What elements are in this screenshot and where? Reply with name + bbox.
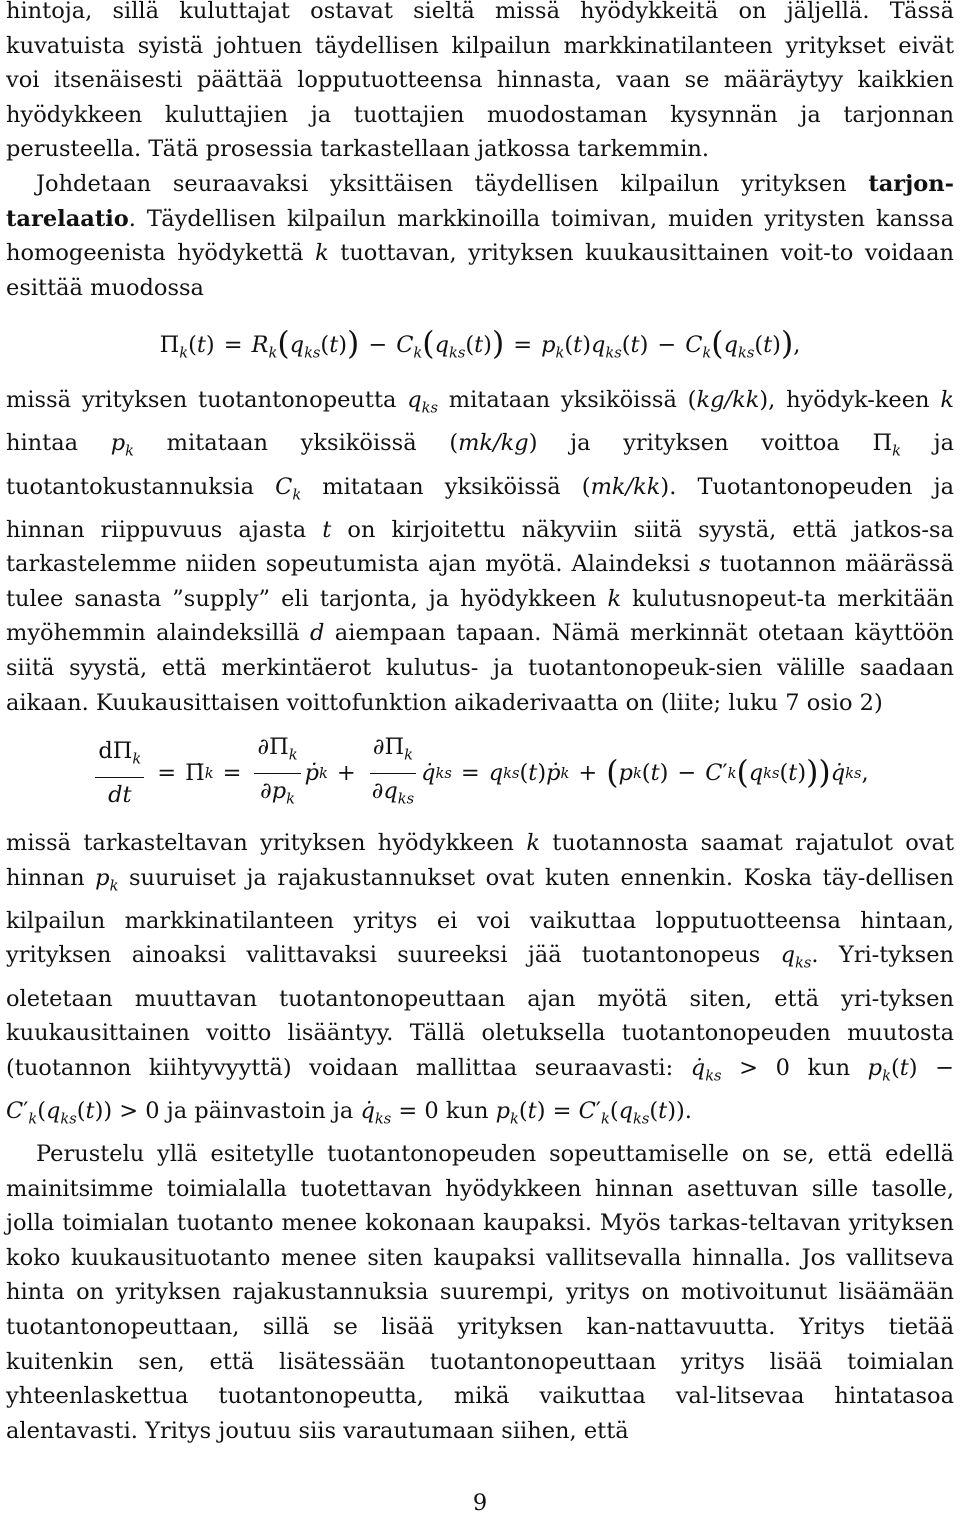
- paragraph-justification: Perustelu yllä esitetylle tuotantonopeuden sopeuttamiselle on se, että edellä mainitsimme toimialalla tuotettavan hyödykkeen hinnan asettuvan sille tasolle, jolla toimialan tuotanto menee kokonaan kaupaksi. Myös tarkas-teltavan yrityksen koko kuukausituotanto menee siten kaupaksi vallitsevalla hinnalla. Jos vallitseva hinta on yrityksen rajakustannuksia suurempi, yritys on motivoitunut lisäämään tuotantonopeuttaan, sillä se lisää yrityksen kan-nattavuutta. Yritys tietää kuitenkin sen, että lisätessään tuotantonopeuttaan yritys lisää toimialan yhteenlaskettua tuotantonopeutta, mikä vaikuttaa val-litsevaa hintatasoa alentavasti. Yritys joutuu siis varautumaan siihen, että: [6, 1140, 954, 1444]
- paragraph-notation: missä yrityksen tuotantonopeutta $q_{ks}$ mitataan yksiköissä (kg/kk), hyödyk-keen k hintaa $p_k$ mitataan yksiköissä (mk/kg) ja yrityksen voittoa $\Pi_k$ ja tuotantokustannuksia $C_k$ mitataan yksiköissä (mk/kk). Tuotantonopeuden ja hinnan riippuvuus ajasta t on kirjoitettu näkyviin siitä syystä, että jatkos-sa tarkastelemme niiden sopeutumista ajan myötä. Alaindeksi s tuotannon määrässä tulee sanasta ”supply” eli tarjonta, ja hyödykkeen k kulutusnopeut-ta merkitään myöhemmin alaindeksillä d aiempaan tapaan. Nämä merkinnät otetaan käyttöön siitä syystä, että merkintäerot kulutus- ja tuotantonopeuk-sien välille saadaan aikaan. Kuukausittaisen voittofunktion aikaderivaatta on (liite; luku 7 osio 2): [6, 387, 955, 716]
- page-number: 9: [472, 1490, 488, 1516]
- bold-term: tarjon-tarelaatio: [6, 170, 954, 232]
- paragraph-supply-relation: Johdetaan seuraavaksi yksittäisen täydellisen kilpailun yrityksen tarjon-tarelaatio. Täydellisen kilpailun markkinoilla toimivan, muiden yritysten kanssa homogeenista hyödykettä k tuottavan, yrityksen kuukausittainen voit-to voidaan esittää muodossa: [6, 170, 954, 301]
- equation-profit: $\Pi_k(t) = R_k(q_{ks}(t)) - C_k(q_{ks}(t)) = p_k(t)q_{ks}(t) - C_k(q_{ks}(t))$,: [159, 326, 801, 363]
- document-page: [6, 0, 954, 1448]
- paragraph-continuation: hintoja, sillä kuluttajat ostavat sieltä missä hyödykkeitä on jäljellä. Tässä kuvatuista syistä johtuen täydellisen kilpailun markkinatilanteen yritykset eivät voi itsenäisesti päättää lopputuotteensa hinnasta, vaan se määräytyy kaikkien hyödykkeen kuluttajien ja tuottajien muodostaman kysynnän ja tarjonnan perusteella. Tätä prosessia tarkastellaan jatkossa tarkemmin.: [6, 0, 954, 163]
- equation-time-derivative: $\frac{d\Pi_k}{dt}$ = Π̇ k = $\frac{\partial\Pi_k}{\partial p_k}$ ṗ k + $\frac{\partial\Pi_k}{\partial q_{ks}}$ q̇ ks = q ks ( t ) ṗ k + ( p k ( t ) − C ′ k ( q ks ( t ) )) q̇ ks ,: [6, 720, 954, 826]
- paragraph-marginal-revenue: missä tarkasteltavan yrityksen hyödykkeen k tuotannosta saamat rajatulot ovat hinnan $p_k$ suuruiset ja rajakustannukset ovat kuten ennenkin. Koska täy-dellisen kilpailun markkinatilanteen yritys ei voi vaikuttaa lopputuotteensa hintaan, yrityksen ainoaksi valittavaksi suureeksi jää tuotantonopeus $q_{ks}$. Yri-tyksen oletetaan muuttavan tuotantonopeuttaan ajan myötä siten, että yri-tyksen kuukausittainen voitto lisääntyy. Tällä oletuksella tuotantonopeuden muutosta (tuotannon kiihtyvyyttä) voidaan mallittaa seuraavasti: $q̇_{ks} > 0$ kun $p_k(t) - C'_k(q_{ks}(t)) > 0$ ja päinvastoin ja $q̇_{ks} = 0$ kun $p_k(t) = C'_k(q_{ks}(t))$.: [6, 830, 955, 1128]
